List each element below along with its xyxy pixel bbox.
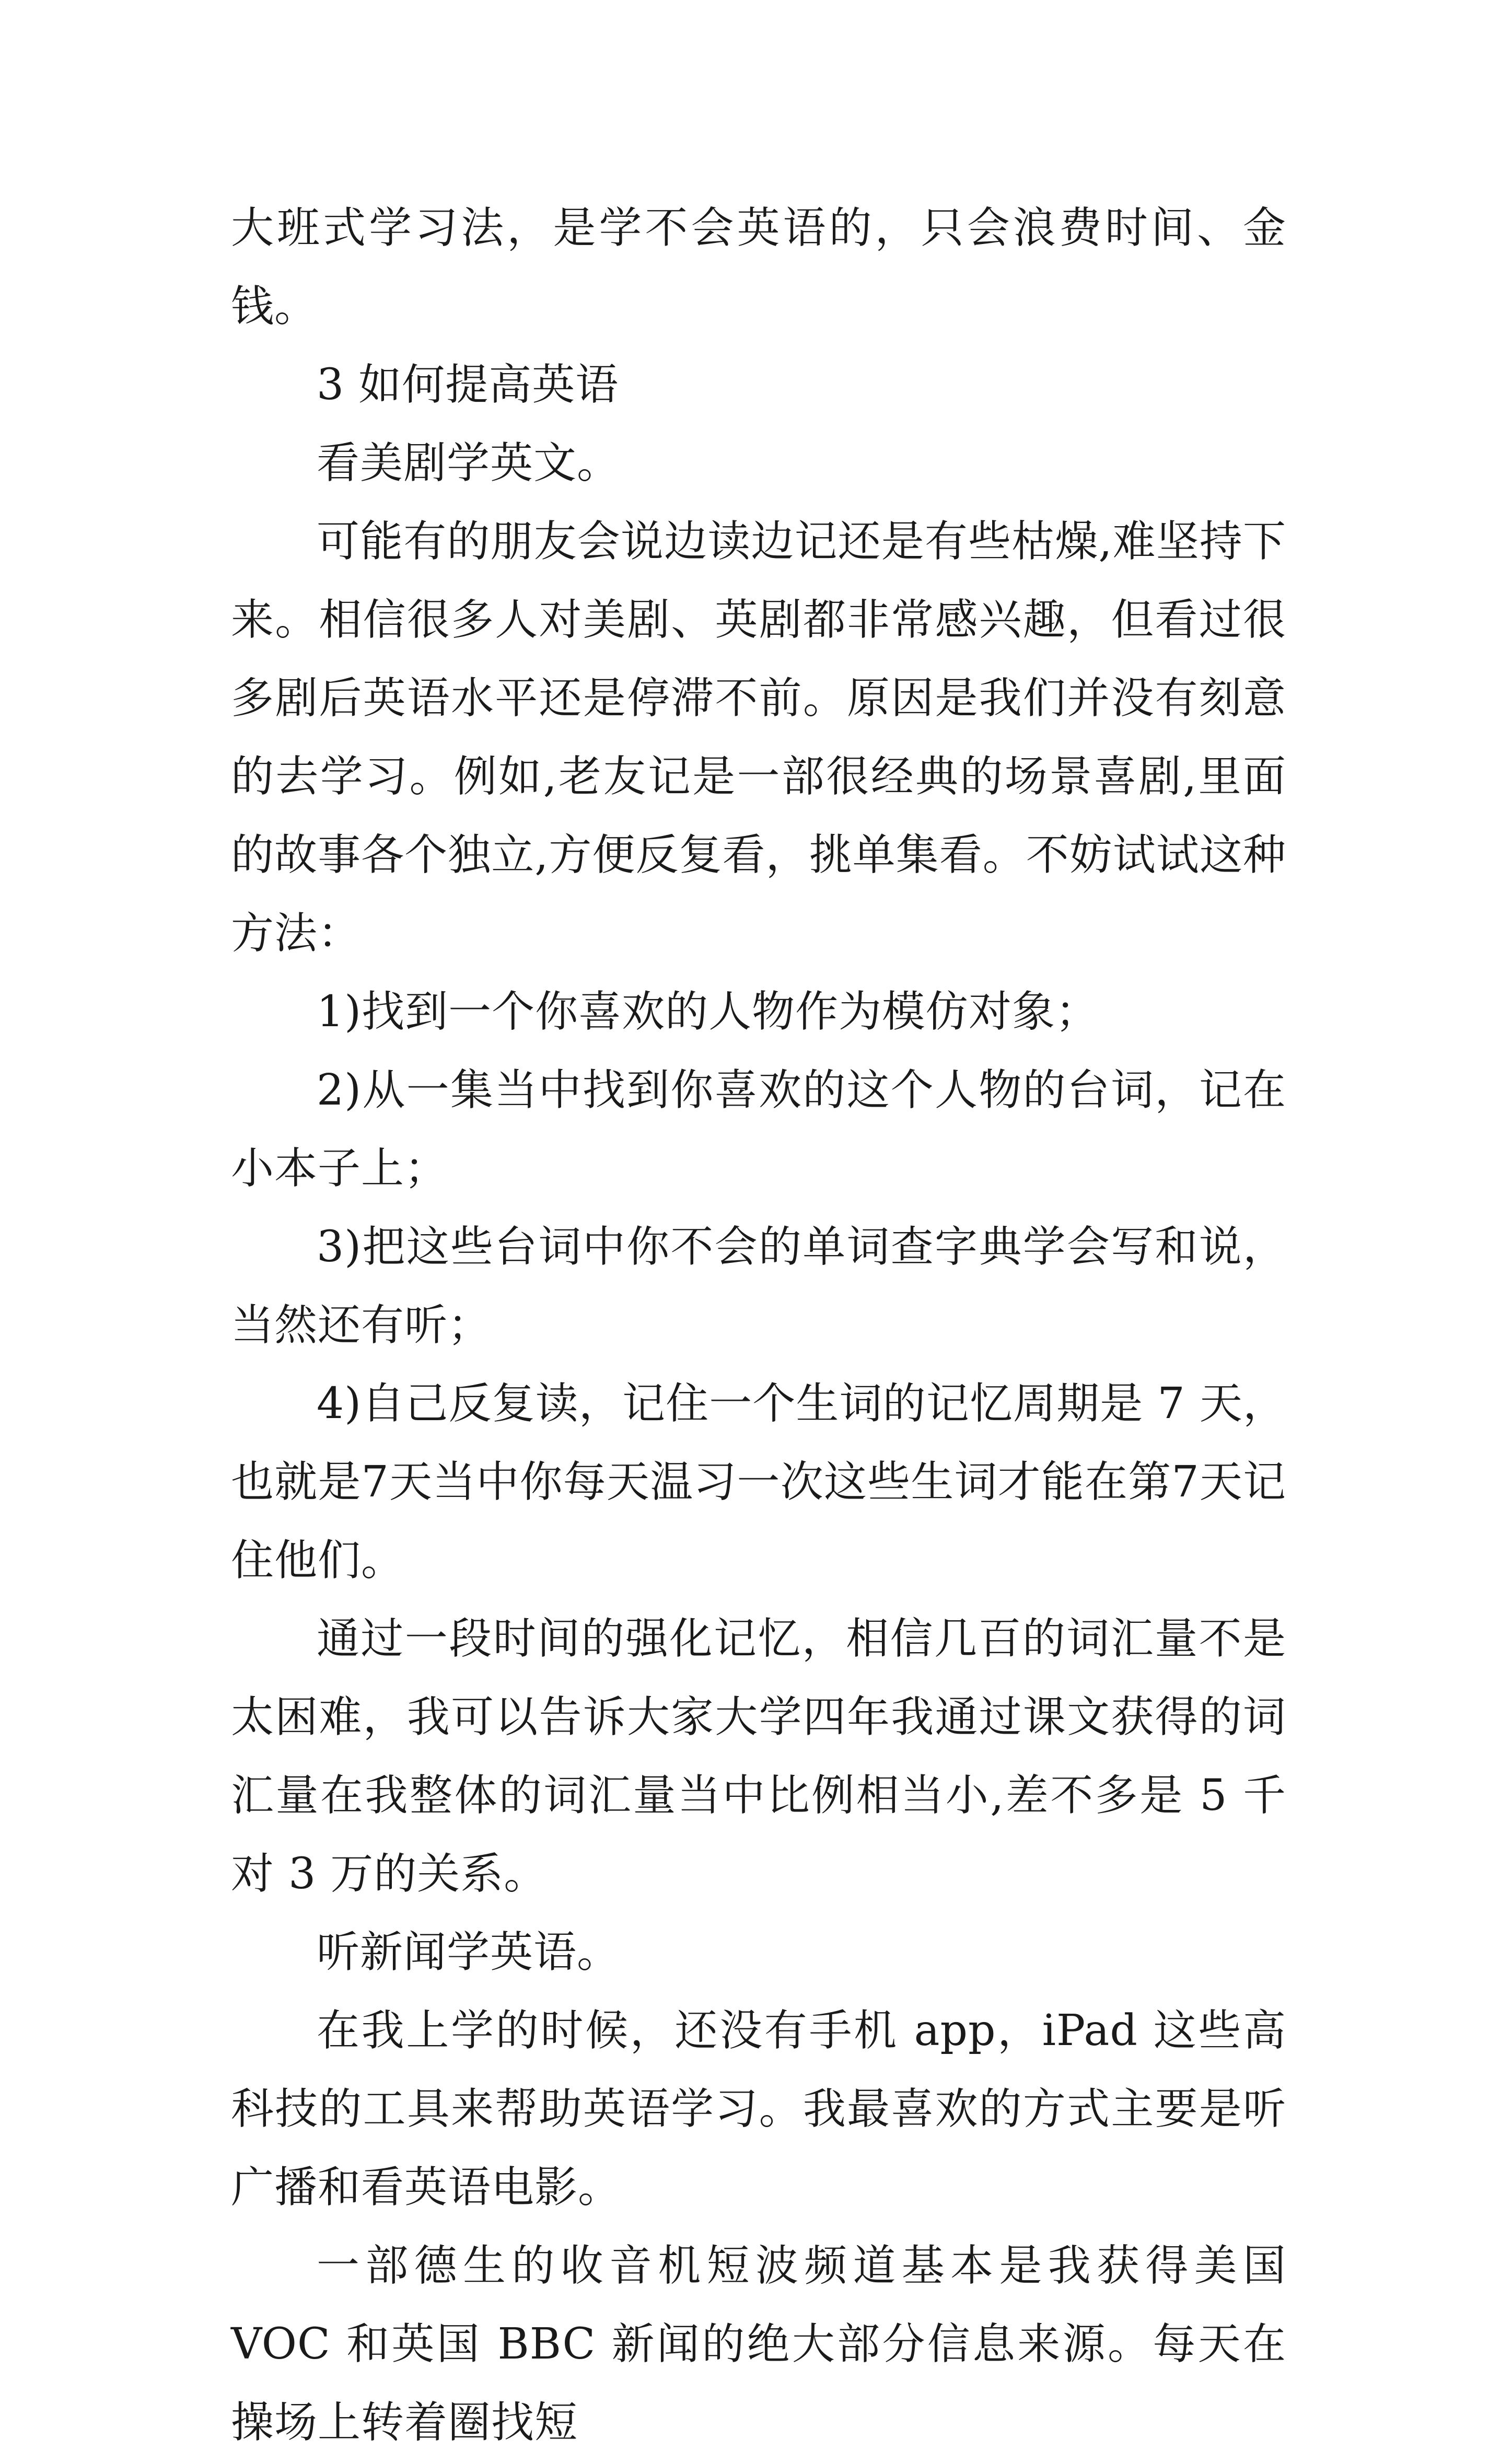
paragraph: 可能有的朋友会说边读边记还是有些枯燥,难坚持下来。相信很多人对美剧、英剧都非常感兴趣，但看过很多剧后英语水平还是停滞不前。原因是我们并没有刻意的去学习。例如,老友记是一部很经典的场景喜剧,里面的故事各个独立,方便反复看，挑单集看。不妨试试这种方法： — [231, 517, 1286, 958]
list-item: 3)把这些台词中你不会的单词查字典学会写和说，当然还有听； — [231, 1222, 1286, 1350]
subheading: 看美剧学英文。 — [317, 438, 621, 488]
paragraph: 一部德生的收音机短波频道基本是我获得美国 VOC 和英国 BBC 新闻的绝大部分信息来源。每天在操场上转着圈找短 — [231, 2241, 1286, 2447]
document-body — [231, 189, 1286, 2462]
paragraph: 在我上学的时候，还没有手机 app，iPad 这些高科技的工具来帮助英语学习。我最喜欢的方式主要是听广播和看英语电影。 — [231, 2006, 1286, 2212]
section-heading: 3 如何提高英语 — [317, 360, 619, 410]
list-item: 2)从一集当中找到你喜欢的这个人物的台词，记在小本子上； — [231, 1065, 1286, 1193]
paragraph: 大班式学习法，是学不会英语的，只会浪费时间、金钱。 — [231, 203, 1286, 331]
list-item: 4)自己反复读，记住一个生词的记忆周期是 7 天，也就是7天当中你每天温习一次这些生词才能在第7天记住他们。 — [231, 1379, 1286, 1585]
subheading: 听新闻学英语。 — [317, 1927, 621, 1977]
paragraph: 通过一段时间的强化记忆，相信几百的词汇量不是太困难，我可以告诉大家大学四年我通过课文获得的词汇量在我整体的词汇量当中比例相当小,差不多是 5 千对 3 万的关系。 — [231, 1614, 1286, 1899]
list-item: 1)找到一个你喜欢的人物作为模仿对象； — [317, 987, 1099, 1037]
